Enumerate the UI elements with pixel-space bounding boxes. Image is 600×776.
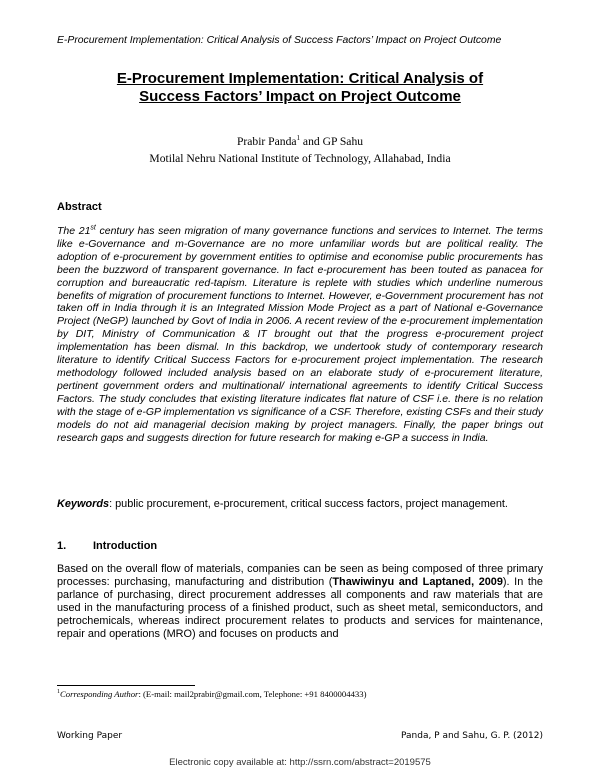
footer-left: Working Paper (57, 731, 123, 741)
author-block (0, 130, 600, 167)
section-heading-introduction (57, 540, 157, 552)
footnote-rule (57, 685, 195, 686)
footnote-mark: 1 (57, 689, 60, 696)
paper-title (0, 70, 600, 106)
intro-text-b: ). In the parlance of purchasing, direct procurement addresses all components and raw materials that are used in the manufacturing process of a finished product, such as sheet metal, semiconductors, and petrochemicals, whereas indirect procurement relates to products and services for maintenance, repair and operations (MRO) and focuses on products and (57, 576, 543, 641)
intro-text-a: Based on the overall flow of materials, companies can be seen as being composed of three primary processes: purchasing, manufacturing and distribution ( (57, 563, 543, 589)
abstract-pre: The 21 (57, 225, 91, 237)
keywords (57, 498, 508, 510)
author-footnote-mark: 1 (296, 134, 301, 142)
abstract-text: century has seen migration of many governance functions and services to Internet. The terms like e-Governance and m-Governance are no more unfamiliar words but are political reality. The adoption of e-procurement by government entities to optimise and economise public procurements has been the buzzword of transparent governance. In fact e-procurement has been touted as panacea for corruption and bureaucratic red-tapism. Literature is replete with studies which underline numerous benefits of migration of procurement functions to Internet. However, e-Government procurement has not taken off in India through it is an Integrated Mission Mode Project as a part of National e-Governance Project (NeGP) launched by Govt of India in 2006. A recent review of the e-procurement implementation by DIT, Ministry of Communication & IT brought out that the progress e-procurement project implementation has been dismal. In this backdrop, we undertook study of contemporary research literature to identify Critical Success Factors for e-procurement project implementation. The research methodology followed included analysis based on an elaborate study of e-procurement literature, pertinent government orders and multinational/ international agreements to identify Critical Success Factors. The study concludes that existing literature indicates flat nature of CSF i.e. there is no relation with the stage of e-GP implementation vs significance of a CSF. Therefore, existing CSFs and their study models do not aid managerial decision making by project managers. Finally, the paper brings out research gaps and suggests direction for future research for making e-GP a success in India. (57, 225, 543, 444)
keywords-label: Keywords (57, 498, 110, 510)
ssrn-notice[interactable]: Electronic copy available at: http://ssrn.com/abstract=2019575 (169, 757, 431, 768)
affiliation: Motilal Nehru National Institute of Technology, Allahabad, India (149, 151, 451, 165)
section-number: 1. (57, 540, 67, 552)
author-names (0, 130, 600, 150)
keywords-text: : public procurement, e-procurement, critical success factors, project management. (109, 498, 508, 510)
footnote (57, 689, 367, 699)
abstract-sup: st (90, 224, 96, 232)
footnote-text: : (E-mail: mail2prabir@gmail.com, Telephone: +91 8400004433) (138, 689, 367, 699)
abstract-heading: Abstract (57, 201, 102, 213)
author-1: Prabir Panda (236, 134, 297, 148)
section-title: Introduction (93, 540, 158, 552)
intro-citation: Thawiwinyu and Laptaned, 2009 (332, 576, 503, 589)
footnote-label: Corresponding Author (60, 689, 139, 699)
footer-right: Panda, P and Sahu, G. P. (2012) (400, 731, 543, 741)
abstract-body (57, 225, 543, 444)
title-line-2: Success Factors’ Impact on Project Outcome (139, 88, 461, 105)
author-2: and GP Sahu (300, 134, 364, 148)
introduction-paragraph (57, 563, 543, 642)
title-line-1: E-Procurement Implementation: Critical Analysis of (116, 70, 484, 87)
running-head: E-Procurement Implementation: Critical Analysis of Success Factors’ Impact on Project Outcome (57, 35, 502, 46)
